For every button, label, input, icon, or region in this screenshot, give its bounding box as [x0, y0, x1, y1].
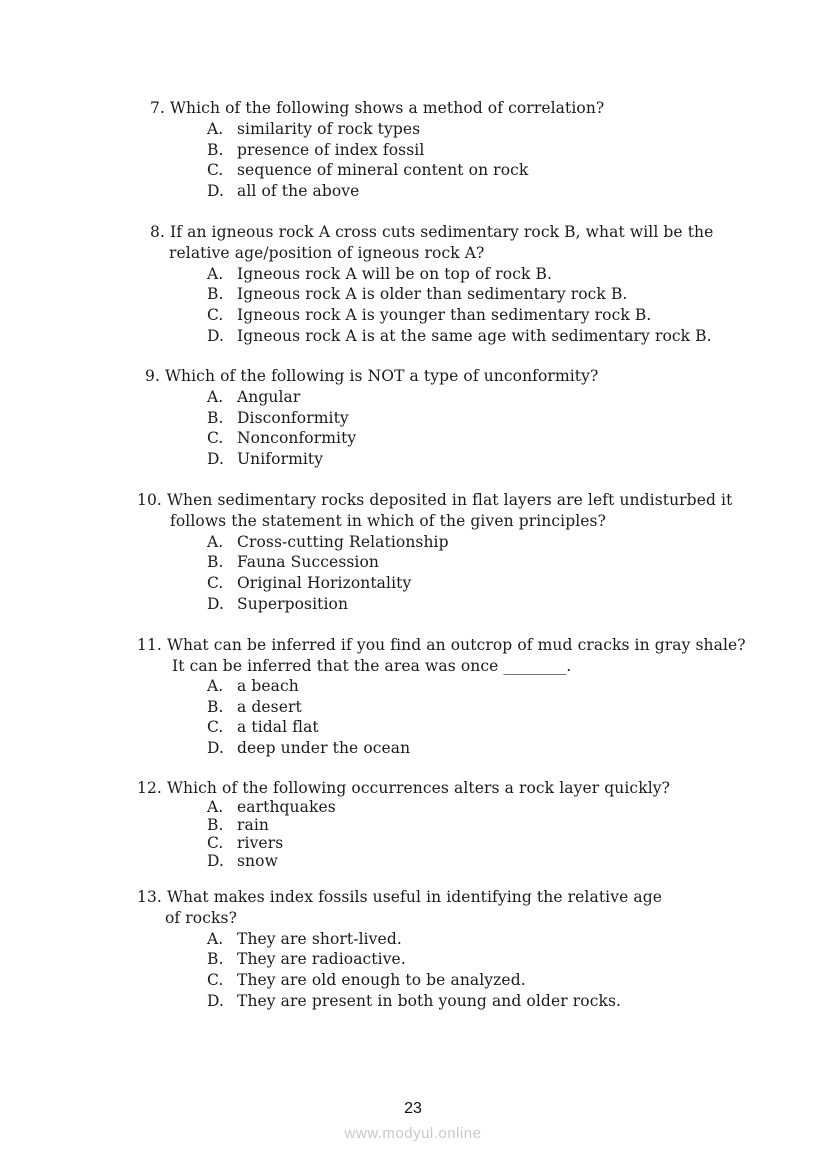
option-text: all of the above [237, 182, 360, 200]
question-stem-continued: It can be inferred that the area was once ________. [172, 657, 572, 675]
option-text: Nonconformity [237, 429, 357, 447]
option-text: They are old enough to be analyzed. [237, 971, 526, 989]
question-stem: 13. What makes index fossils useful in identifying the relative age [137, 888, 663, 906]
option-text: Igneous rock A is younger than sedimentary rock B. [237, 306, 652, 324]
question-stem: 12. Which of the following occurrences alters a rock layer quickly? [137, 779, 671, 797]
option-text: similarity of rock types [237, 120, 421, 138]
option-letter: B. [207, 553, 224, 571]
option-letter: A. [207, 265, 224, 283]
option-letter: D. [207, 182, 225, 200]
page-number: 23 [404, 1100, 422, 1117]
option-letter: B. [207, 950, 224, 968]
option-letter: A. [207, 388, 224, 406]
option-letter: B. [207, 285, 224, 303]
question-stem: 8. If an igneous rock A cross cuts sedimentary rock B, what will be the [150, 223, 714, 241]
option-text: Angular [237, 388, 301, 406]
question-stem: 7. Which of the following shows a method of correlation? [150, 99, 605, 117]
option-letter: B. [207, 141, 224, 159]
question-stem-continued: follows the statement in which of the given principles? [170, 512, 607, 530]
option-letter: D. [207, 739, 225, 757]
option-letter: B. [207, 698, 224, 716]
option-letter: A. [207, 533, 224, 551]
option-text: a desert [237, 698, 302, 716]
option-text: earthquakes [237, 798, 336, 816]
question-stem-continued: relative age/position of igneous rock A? [169, 244, 485, 262]
option-text: snow [237, 852, 278, 870]
watermark: www.modyul.online [344, 1125, 482, 1142]
option-text: Igneous rock A is at the same age with sedimentary rock B. [237, 327, 712, 345]
option-letter: B. [207, 816, 224, 834]
option-text: They are short-lived. [237, 930, 402, 948]
option-text: Cross-cutting Relationship [237, 533, 449, 551]
option-text: Igneous rock A is older than sedimentary rock B. [237, 285, 628, 303]
option-text: Original Horizontality [237, 574, 412, 592]
option-text: sequence of mineral content on rock [237, 161, 529, 179]
option-letter: A. [207, 120, 224, 138]
option-letter: C. [207, 429, 224, 447]
option-letter: A. [207, 677, 224, 695]
option-text: a tidal flat [237, 718, 319, 736]
option-letter: C. [207, 306, 224, 324]
option-text: rain [237, 816, 269, 834]
option-letter: C. [207, 834, 224, 852]
option-letter: D. [207, 327, 225, 345]
question-stem: 9. Which of the following is NOT a type of unconformity? [145, 367, 599, 385]
question-stem-continued: of rocks? [165, 909, 237, 927]
question-stem: 11. What can be inferred if you find an outcrop of mud cracks in gray shale? [137, 636, 746, 654]
option-letter: D. [207, 595, 225, 613]
option-text: Superposition [237, 595, 349, 613]
option-letter: A. [207, 930, 224, 948]
option-text: rivers [237, 834, 284, 852]
option-text: deep under the ocean [237, 739, 411, 757]
option-letter: C. [207, 574, 224, 592]
option-text: Igneous rock A will be on top of rock B. [237, 265, 553, 283]
option-text: Disconformity [237, 409, 349, 427]
option-letter: C. [207, 971, 224, 989]
option-letter: D. [207, 992, 225, 1010]
option-letter: D. [207, 852, 225, 870]
question-stem: 10. When sedimentary rocks deposited in flat layers are left undisturbed it [137, 491, 733, 509]
option-text: Uniformity [237, 450, 324, 468]
option-letter: A. [207, 798, 224, 816]
option-letter: C. [207, 161, 224, 179]
option-letter: D. [207, 450, 225, 468]
option-text: a beach [237, 677, 299, 695]
option-text: They are present in both young and older rocks. [237, 992, 622, 1010]
option-text: presence of index fossil [237, 141, 425, 159]
option-letter: B. [207, 409, 224, 427]
option-text: They are radioactive. [237, 950, 406, 968]
option-letter: C. [207, 718, 224, 736]
option-text: Fauna Succession [237, 553, 379, 571]
